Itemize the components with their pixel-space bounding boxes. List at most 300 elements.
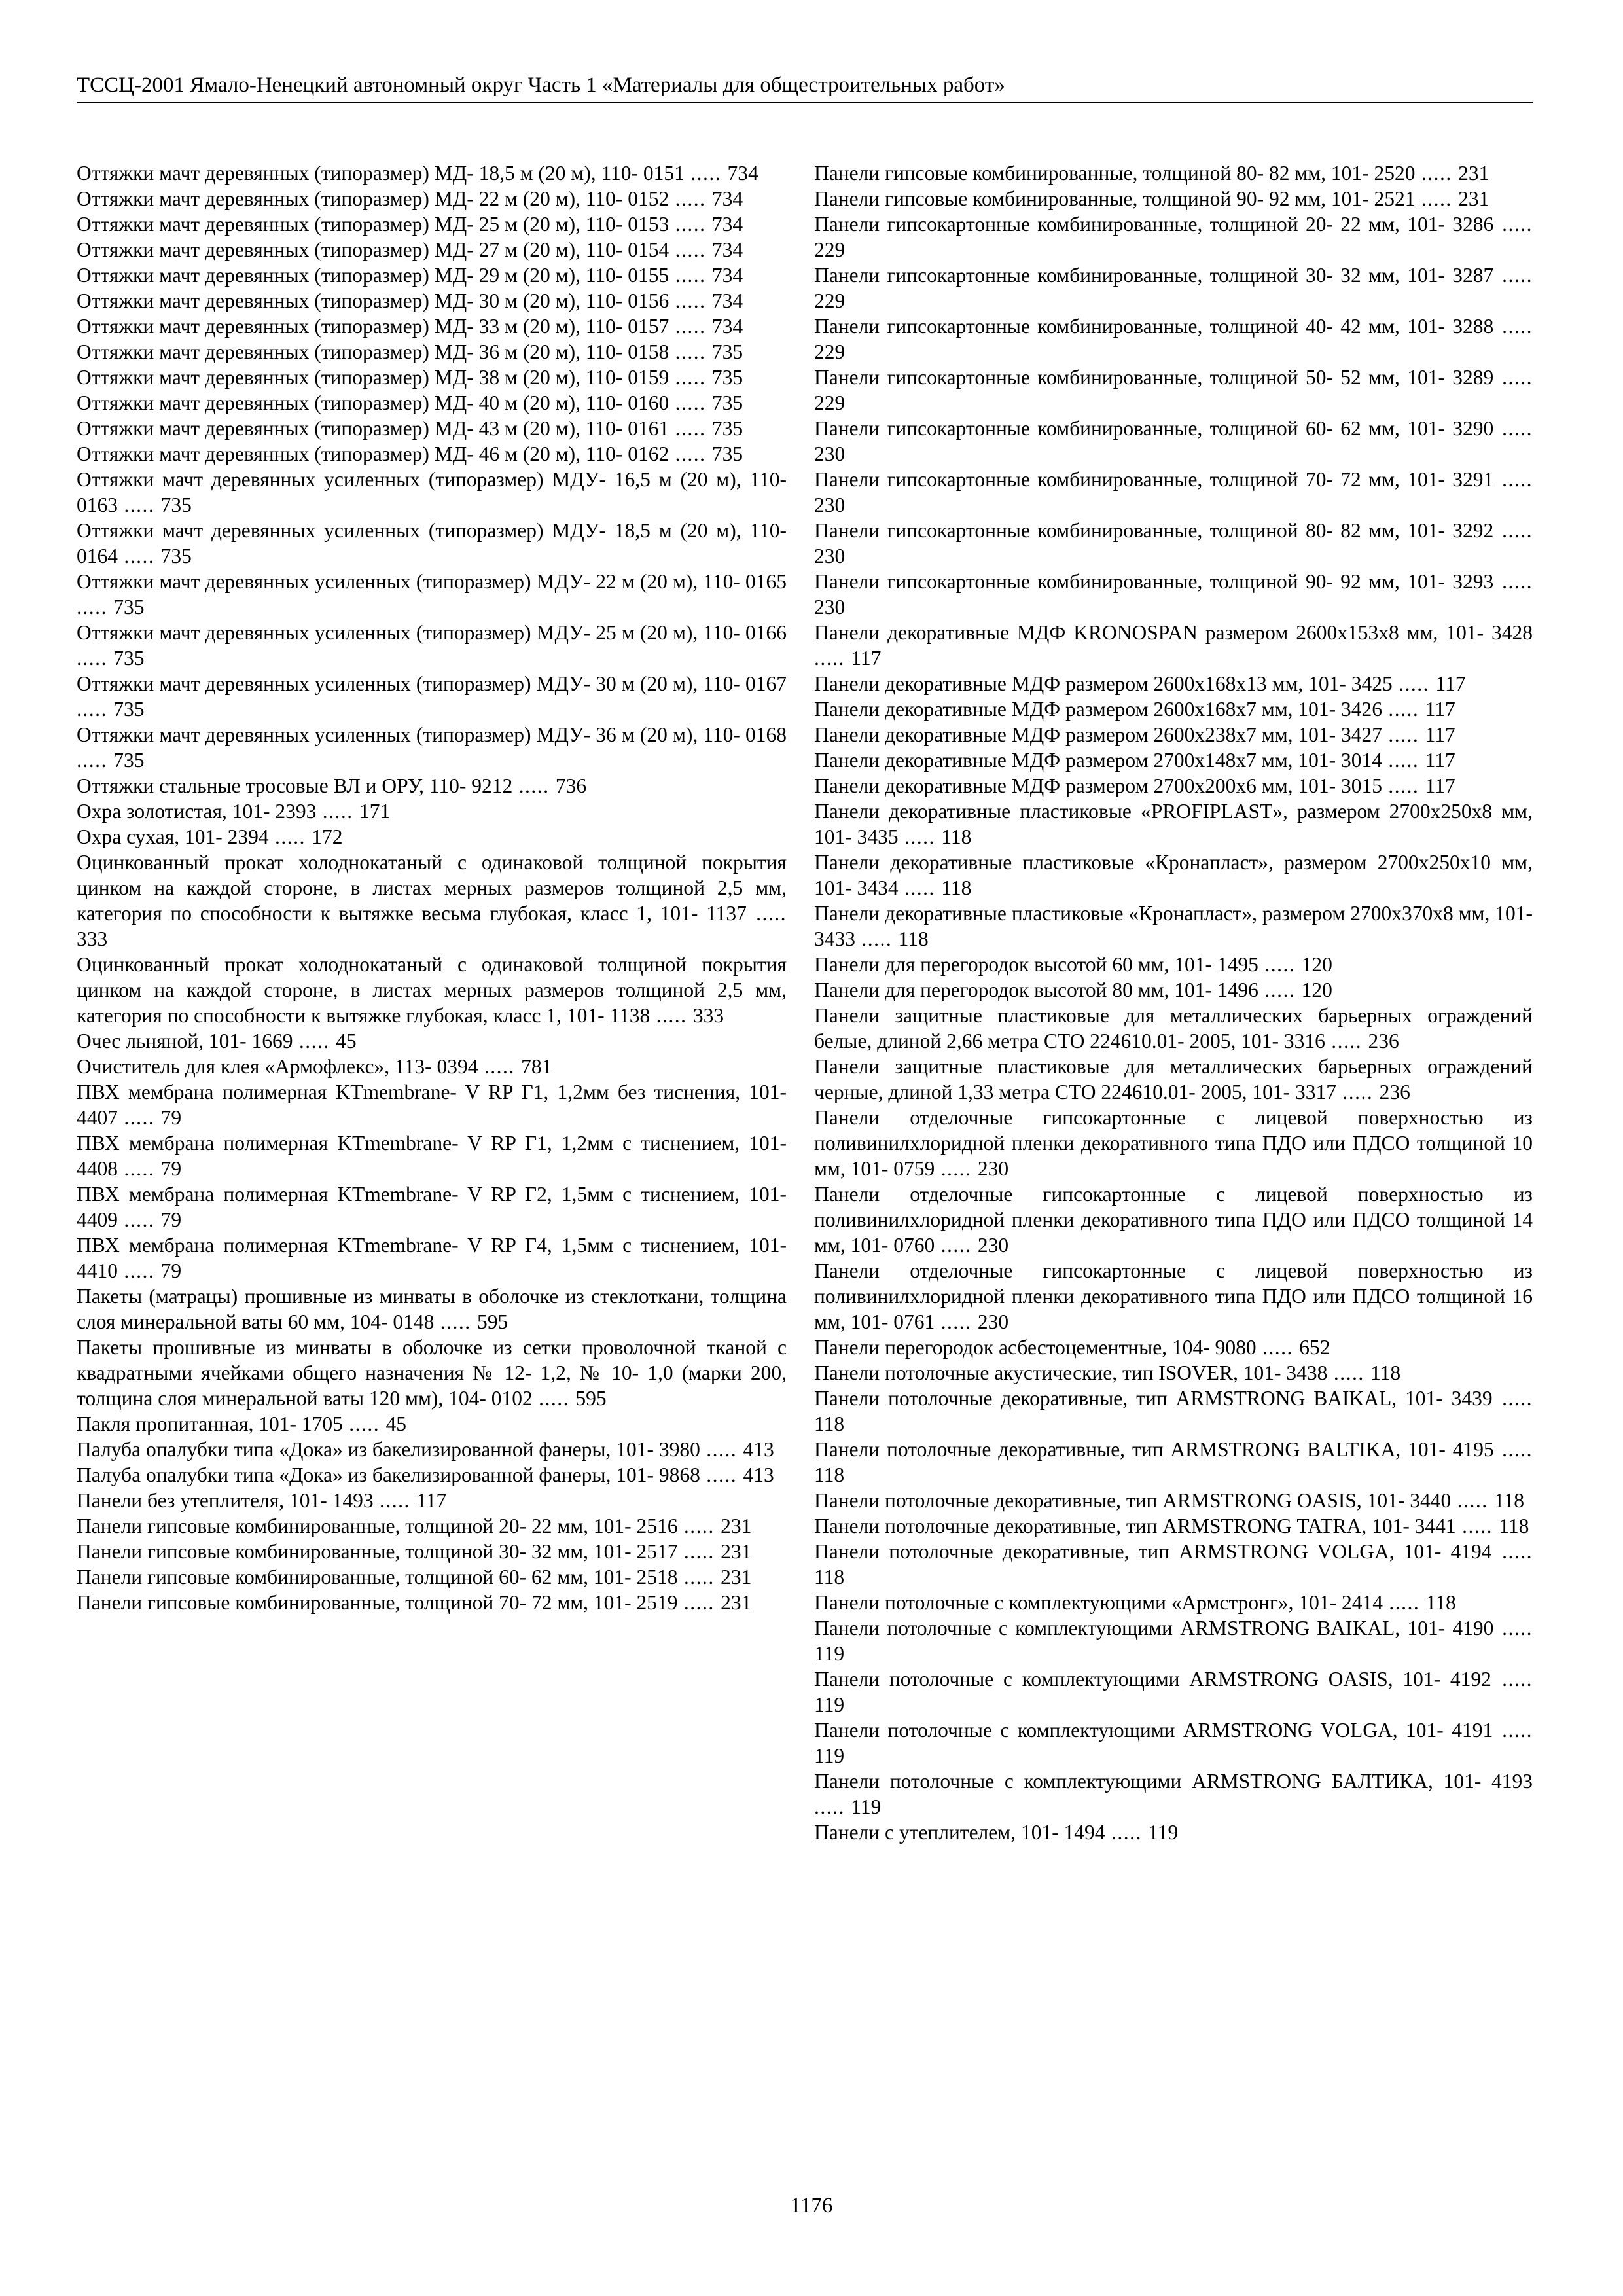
index-entry <box>814 1590 1533 1615</box>
index-entry-page: 734 <box>711 213 743 236</box>
dot-leader: ..... <box>669 340 712 363</box>
dot-leader: ..... <box>677 1515 721 1537</box>
index-entry-text: Панели защитные пластиковые для металлических барьерных ограждений черные, длиной 1,33 метра СТО 224610.01- 2005, 101- 3317 <box>814 1055 1533 1103</box>
index-entry <box>814 1615 1533 1666</box>
index-entry-page: 734 <box>727 162 758 185</box>
index-entry-page: 230 <box>977 1310 1009 1333</box>
index-entry <box>814 798 1533 850</box>
dot-leader: ..... <box>935 1234 978 1257</box>
index-entry-page: 79 <box>160 1259 182 1282</box>
index-entry <box>77 1028 787 1054</box>
index-entry-text: Панели гипсовые комбинированные, толщиной 70- 72 мм, 101- 2519 <box>77 1591 678 1614</box>
index-entry-page: 231 <box>721 1566 752 1588</box>
index-entry-text: Панели для перегородок высотой 80 мм, 101- 1496 <box>814 978 1258 1001</box>
dot-leader: ..... <box>1493 1438 1533 1461</box>
index-entry-text: Оттяжки мачт деревянных усиленных (типоразмер) МДУ- 18,5 м (20 м), 110- 0164 <box>77 519 787 567</box>
index-entry-text: Палуба опалубки типа «Дока» из бакелизированной фанеры, 101- 9868 <box>77 1463 700 1486</box>
index-entry-page: 118 <box>1493 1489 1525 1512</box>
index-entry <box>814 850 1533 901</box>
index-entry <box>814 722 1533 747</box>
index-entry-page: 231 <box>721 1515 752 1537</box>
dot-leader: ..... <box>1382 723 1425 746</box>
index-entry-page: 236 <box>1379 1081 1410 1103</box>
dot-leader: ..... <box>77 596 114 619</box>
index-entry <box>814 186 1533 211</box>
index-entry-text: Панели декоративные МДФ KRONOSPAN размером 2600х153х8 мм, 101- 3428 <box>814 621 1533 644</box>
index-entry-page: 735 <box>113 749 145 772</box>
index-entry <box>814 1437 1533 1488</box>
index-entry <box>814 620 1533 671</box>
index-entry <box>814 773 1533 798</box>
index-entry <box>77 518 787 569</box>
dot-leader: ..... <box>898 825 942 848</box>
index-entry <box>814 1003 1533 1054</box>
index-entry-text: Оттяжки мачт деревянных (типоразмер) МД- 40 м (20 м), 110- 0160 <box>77 391 669 414</box>
index-entry-text: ПВХ мембрана полимерная KTmembrane- V RP Г1, 1,2мм без тиснения, 101- 4407 <box>77 1081 787 1129</box>
dot-leader: ..... <box>898 876 942 899</box>
dot-leader: ..... <box>512 774 556 797</box>
index-entry <box>814 211 1533 262</box>
dot-leader: ..... <box>684 162 728 185</box>
dot-leader: ..... <box>669 187 712 210</box>
index-entry-text: Панели декоративные пластиковые «Кронапласт», размером 2700х250х10 мм, 101- 3434 <box>814 851 1533 899</box>
index-entry-page: 735 <box>113 647 145 670</box>
index-entry-page: 117 <box>1425 774 1455 797</box>
index-entry <box>814 262 1533 314</box>
index-entry-text: Панели гипсокартонные комбинированные, толщиной 70- 72 мм, 101- 3291 <box>814 468 1494 491</box>
index-entry-text: Панели перегородок асбестоцементные, 104- 9080 <box>814 1336 1257 1359</box>
index-entry <box>77 1564 787 1590</box>
index-entry-page: 231 <box>721 1540 752 1563</box>
index-entry <box>814 1768 1533 1820</box>
index-entry-page: 118 <box>941 876 972 899</box>
dot-leader: ..... <box>669 391 712 414</box>
index-entry <box>77 160 787 186</box>
dot-leader: ..... <box>118 1259 161 1282</box>
index-entry <box>814 569 1533 620</box>
index-entry-page: 236 <box>1368 1030 1399 1052</box>
dot-leader: ..... <box>669 442 712 465</box>
index-entry-page: 119 <box>1148 1821 1179 1844</box>
index-entry-page: 45 <box>336 1030 357 1052</box>
dot-leader: ..... <box>1383 1591 1426 1614</box>
index-entry-text: Панели потолочные с комплектующими «Армстронг», 101- 2414 <box>814 1591 1383 1614</box>
index-entry-page: 79 <box>160 1106 182 1129</box>
index-entry-page: 120 <box>1301 978 1332 1001</box>
index-entry-page: 231 <box>1458 187 1489 210</box>
index-entry-page: 230 <box>977 1157 1009 1180</box>
index-entry <box>77 1590 787 1615</box>
dot-leader: ..... <box>650 1004 693 1027</box>
dot-leader: ..... <box>669 289 712 312</box>
index-entry-page: 117 <box>1425 723 1455 746</box>
dot-leader: ..... <box>677 1540 721 1563</box>
index-entry-page: 595 <box>575 1387 607 1410</box>
index-entry-page: 413 <box>743 1438 774 1461</box>
dot-leader: ..... <box>669 417 712 440</box>
dot-leader: ..... <box>1105 1821 1149 1844</box>
index-entry-page: 735 <box>160 493 192 516</box>
dot-leader: ..... <box>1256 1336 1300 1359</box>
index-entry-text: Очиститель для клея «Армофлекс», 113- 0394 <box>77 1055 478 1078</box>
index-entry <box>814 1717 1533 1768</box>
index-entry <box>814 416 1533 467</box>
index-entry-page: 118 <box>898 927 929 950</box>
index-entry-page: 652 <box>1299 1336 1330 1359</box>
index-entry-page: 117 <box>1425 698 1455 721</box>
index-entry-page: 118 <box>941 825 972 848</box>
index-entry <box>77 339 787 365</box>
index-entry <box>77 365 787 390</box>
index-entry <box>814 671 1533 696</box>
index-entry-page: 781 <box>521 1055 552 1078</box>
dot-leader: ..... <box>1258 953 1302 976</box>
index-entry-text: Панели декоративные пластиковые «Кронапласт», размером 2700х370х8 мм, 101- 3433 <box>814 902 1533 950</box>
index-entry <box>814 1488 1533 1513</box>
index-entry-text: Оттяжки мачт деревянных (типоразмер) МД- 27 м (20 м), 110- 0154 <box>77 238 669 261</box>
dot-leader: ..... <box>478 1055 522 1078</box>
index-entry-page: 734 <box>711 238 743 261</box>
index-entry-text: Панели гипсокартонные комбинированные, толщиной 40- 42 мм, 101- 3288 <box>814 315 1494 338</box>
index-entry <box>814 977 1533 1003</box>
dot-leader: ..... <box>342 1412 386 1435</box>
index-entry-text: Панели потолочные с комплектующими ARMSTRONG БАЛТИКА, 101- 4193 <box>814 1770 1533 1793</box>
index-entry-text: Панели гипсовые комбинированные, толщиной 60- 62 мм, 101- 2518 <box>77 1566 678 1588</box>
index-entry-text: Оттяжки мачт деревянных (типоразмер) МД- 36 м (20 м), 110- 0158 <box>77 340 669 363</box>
index-entry-page: 229 <box>814 238 846 261</box>
index-entry-page: 734 <box>711 264 743 287</box>
index-entry-text: Оттяжки мачт деревянных (типоразмер) МД- 33 м (20 м), 110- 0157 <box>77 315 669 338</box>
index-entry-text: Оттяжки мачт деревянных усиленных (типоразмер) МДУ- 25 м (20 м), 110- 0166 <box>77 621 787 644</box>
index-entry-page: 120 <box>1301 953 1332 976</box>
dot-leader: ..... <box>669 315 712 338</box>
index-entry-page: 595 <box>476 1310 508 1333</box>
index-entry <box>814 952 1533 977</box>
dot-leader: ..... <box>935 1157 978 1180</box>
index-entry-text: Оттяжки мачт деревянных (типоразмер) МД- 38 м (20 м), 110- 0159 <box>77 366 669 389</box>
index-entry-text: ПВХ мембрана полимерная KTmembrane- V RP Г1, 1,2мм с тиснением, 101- 4408 <box>77 1132 787 1180</box>
dot-leader: ..... <box>677 1591 721 1614</box>
dot-leader: ..... <box>77 698 114 721</box>
index-entry-page: 119 <box>814 1744 845 1767</box>
index-entry <box>814 518 1533 569</box>
dot-leader: ..... <box>1382 774 1425 797</box>
dot-leader: ..... <box>1493 468 1533 491</box>
dot-leader: ..... <box>268 825 312 848</box>
index-entry-page: 735 <box>711 417 743 440</box>
index-entry <box>814 747 1533 773</box>
index-entry-text: Панели защитные пластиковые для металлических барьерных ограждений белые, длиной 2,66 метра СТО 224610.01- 2005, 101- 3316 <box>814 1004 1533 1052</box>
index-entry-page: 119 <box>814 1693 845 1716</box>
dot-leader: ..... <box>118 545 161 567</box>
index-entry <box>77 1437 787 1462</box>
index-entry-page: 118 <box>1425 1591 1456 1614</box>
index-entry <box>77 850 787 952</box>
dot-leader: ..... <box>814 1795 851 1818</box>
index-entry-text: Оттяжки мачт деревянных (типоразмер) МД- 29 м (20 м), 110- 0155 <box>77 264 669 287</box>
index-entry-page: 230 <box>814 545 846 567</box>
dot-leader: ..... <box>669 264 712 287</box>
index-entry <box>814 696 1533 722</box>
index-entry <box>77 1181 787 1232</box>
index-entry-text: Панели гипсовые комбинированные, толщиной 20- 22 мм, 101- 2516 <box>77 1515 678 1537</box>
dot-leader: ..... <box>1492 1387 1533 1410</box>
index-entry <box>77 569 787 620</box>
dot-leader: ..... <box>1493 519 1533 542</box>
index-entry-text: Панели декоративные МДФ размером 2700х200х6 мм, 101- 3015 <box>814 774 1382 797</box>
index-entry-text: Оттяжки мачт деревянных усиленных (типоразмер) МДУ- 22 м (20 м), 110- 0165 <box>77 570 787 593</box>
index-entry-text: Панели гипсовые комбинированные, толщиной 80- 82 мм, 101- 2520 <box>814 162 1416 185</box>
index-entry <box>77 416 787 441</box>
index-entry-text: Оцинкованный прокат холоднокатаный с одинаковой толщиной покрытия цинком на каждой стороне, в листах мерных размеров толщиной 2,5 мм, категория по способности к вытяжке глубокая, класс 1, 101- 1138 <box>77 953 787 1027</box>
index-entry-text: Панели декоративные МДФ размером 2600х238х7 мм, 101- 3427 <box>814 723 1382 746</box>
index-entry-text: Панели потолочные с комплектующими ARMSTRONG VOLGA, 101- 4191 <box>814 1719 1493 1742</box>
index-entry <box>77 1283 787 1335</box>
index-entry-text: Панели потолочные декоративные, тип ARMSTRONG VOLGA, 101- 4194 <box>814 1540 1492 1563</box>
index-entry <box>814 1666 1533 1717</box>
index-entry-page: 118 <box>814 1463 845 1486</box>
index-entry-text: Панели гипсокартонные комбинированные, толщиной 60- 62 мм, 101- 3290 <box>814 417 1494 440</box>
index-entry <box>77 1054 787 1079</box>
dot-leader: ..... <box>118 1208 161 1231</box>
index-entry-text: Оттяжки мачт деревянных (типоразмер) МД- 25 м (20 м), 110- 0153 <box>77 213 669 236</box>
index-entry-text: Оттяжки мачт деревянных (типоразмер) МД- 46 м (20 м), 110- 0162 <box>77 442 669 465</box>
dot-leader: ..... <box>746 902 787 925</box>
index-entry-page: 117 <box>1425 749 1455 772</box>
index-entry-text: Панели гипсокартонные комбинированные, толщиной 90- 92 мм, 101- 3293 <box>814 570 1494 593</box>
dot-leader: ..... <box>77 749 114 772</box>
dot-leader: ..... <box>1493 417 1533 440</box>
index-entry-text: Панели потолочные декоративные, тип ARMSTRONG BALTIKA, 101- 4195 <box>814 1438 1494 1461</box>
dot-leader: ..... <box>293 1030 336 1052</box>
dot-leader: ..... <box>1258 978 1302 1001</box>
index-entry-page: 117 <box>851 647 882 670</box>
index-entry-page: 172 <box>312 825 343 848</box>
index-entry-page: 735 <box>113 698 145 721</box>
index-entry-page: 118 <box>1370 1361 1401 1384</box>
index-entry-text: Оцинкованный прокат холоднокатаный с одинаковой толщиной покрытия цинком на каждой стороне, в листах мерных размеров толщиной 2,5 мм, категория по способности к вытяжке весьма глубокая, класс 1, 101- 1137 <box>77 851 787 925</box>
index-entry <box>77 722 787 773</box>
dot-leader: ..... <box>677 1566 721 1588</box>
index-entry-page: 117 <box>1435 672 1466 695</box>
dot-leader: ..... <box>814 647 851 670</box>
dot-leader: ..... <box>669 366 712 389</box>
index-entry <box>77 1513 787 1539</box>
index-entry <box>77 1411 787 1437</box>
index-entry-text: Оттяжки мачт деревянных усиленных (типоразмер) МДУ- 30 м (20 м), 110- 0167 <box>77 672 787 695</box>
index-entry <box>77 1335 787 1411</box>
index-entry-page: 118 <box>1499 1515 1529 1537</box>
index-entry-page: 45 <box>385 1412 406 1435</box>
index-entry <box>77 1232 787 1283</box>
dot-leader: ..... <box>700 1438 743 1461</box>
index-entry <box>77 314 787 339</box>
index-entry <box>77 237 787 262</box>
index-entry-page: 734 <box>711 315 743 338</box>
dot-leader: ..... <box>1382 698 1425 721</box>
index-entry-page: 117 <box>416 1489 447 1512</box>
dot-leader: ..... <box>700 1463 743 1486</box>
index-entry <box>77 952 787 1028</box>
index-entry <box>814 901 1533 952</box>
index-entry <box>77 186 787 211</box>
dot-leader: ..... <box>118 1106 161 1129</box>
index-entry-text: Панели потолочные декоративные, тип ARMSTRONG BAIKAL, 101- 3439 <box>814 1387 1493 1410</box>
dot-leader: ..... <box>1493 315 1533 338</box>
index-entry <box>77 1079 787 1130</box>
dot-leader: ..... <box>1336 1081 1380 1103</box>
index-entry-text: Оттяжки мачт деревянных (типоразмер) МД- 18,5 м (20 м), 110- 0151 <box>77 162 685 185</box>
index-entry-page: 230 <box>977 1234 1009 1257</box>
index-entry-text: Оттяжки мачт деревянных (типоразмер) МД- 22 м (20 м), 110- 0152 <box>77 187 669 210</box>
dot-leader: ..... <box>669 213 712 236</box>
dot-leader: ..... <box>118 493 161 516</box>
dot-leader: ..... <box>1415 187 1459 210</box>
index-entry <box>77 441 787 467</box>
dot-leader: ..... <box>1493 213 1533 236</box>
index-entry-text: ПВХ мембрана полимерная KTmembrane- V RP Г2, 1,5мм с тиснением, 101- 4409 <box>77 1183 787 1231</box>
dot-leader: ..... <box>1491 1540 1533 1563</box>
dot-leader: ..... <box>77 647 114 670</box>
dot-leader: ..... <box>1325 1030 1368 1052</box>
index-entry-page: 413 <box>743 1463 774 1486</box>
index-entry <box>77 671 787 722</box>
index-column-right <box>814 160 1533 1845</box>
index-entry-text: Панели потолочные с комплектующими ARMSTRONG BAIKAL, 101- 4190 <box>814 1617 1494 1640</box>
index-entry <box>814 365 1533 416</box>
index-entry-text: Панели для перегородок высотой 60 мм, 101- 1495 <box>814 953 1258 976</box>
dot-leader: ..... <box>1491 1668 1533 1691</box>
index-entry <box>814 314 1533 365</box>
dot-leader: ..... <box>669 238 712 261</box>
index-entry-text: Пакеты (матрацы) прошивные из минваты в оболочке из стеклоткани, толщина слоя минеральной ваты 60 мм, 104- 0148 <box>77 1285 787 1333</box>
index-entry <box>814 1054 1533 1105</box>
index-entry <box>77 773 787 798</box>
index-entry-page: 118 <box>814 1566 845 1588</box>
index-entry <box>814 1105 1533 1181</box>
index-entry-text: Панели гипсовые комбинированные, толщиной 90- 92 мм, 101- 2521 <box>814 187 1416 210</box>
index-entry-page: 79 <box>160 1157 182 1180</box>
running-header: ТССЦ-2001 Ямало-Ненецкий автономный округ Часть 1 «Материалы для общестроительных работ» <box>77 72 1533 103</box>
index-entry-text: Панели гипсокартонные комбинированные, толщиной 50- 52 мм, 101- 3289 <box>814 366 1494 389</box>
dot-leader: ..... <box>1451 1489 1494 1512</box>
index-entry-text: Панели декоративные МДФ размером 2600х168х7 мм, 101- 3426 <box>814 698 1382 721</box>
index-entry-page: 735 <box>113 596 145 619</box>
index-entry <box>77 1130 787 1181</box>
index-entry-text: Панели гипсокартонные комбинированные, толщиной 80- 82 мм, 101- 3292 <box>814 519 1494 542</box>
dot-leader: ..... <box>1415 162 1459 185</box>
index-column-left <box>77 160 787 1615</box>
index-entry <box>77 1462 787 1488</box>
index-entry-text: Панели гипсовые комбинированные, толщиной 30- 32 мм, 101- 2517 <box>77 1540 678 1563</box>
index-entry-text: Оттяжки мачт деревянных усиленных (типоразмер) МДУ- 16,5 м (20 м), 110- 0163 <box>77 468 787 516</box>
index-entry-text: Панели потолочные с комплектующими ARMSTRONG OASIS, 101- 4192 <box>814 1668 1491 1691</box>
index-entry-page: 736 <box>555 774 587 797</box>
index-entry-page: 734 <box>711 187 743 210</box>
index-entry <box>814 1513 1533 1539</box>
index-entry-text: Панели с утеплителем, 101- 1494 <box>814 1821 1105 1844</box>
index-entry <box>77 262 787 288</box>
index-entry-text: Панели декоративные МДФ размером 2600х168х13 мм, 101- 3425 <box>814 672 1393 695</box>
index-entry-text: Панели потолочные декоративные, тип ARMSTRONG OASIS, 101- 3440 <box>814 1489 1452 1512</box>
index-entry-page: 735 <box>711 340 743 363</box>
index-entry-text: Охра золотистая, 101- 2393 <box>77 800 317 823</box>
index-entry-text: ПВХ мембрана полимерная KTmembrane- V RP Г4, 1,5мм с тиснением, 101- 4410 <box>77 1234 787 1282</box>
index-entry <box>814 1258 1533 1335</box>
dot-leader: ..... <box>1327 1361 1371 1384</box>
dot-leader: ..... <box>1382 749 1425 772</box>
index-entry <box>77 1488 787 1513</box>
index-entry-text: Панели отделочные гипсокартонные с лицевой поверхностью из поливинилхлоридной пленки декоративного типа ПДО или ПДСО толщиной 14 мм, 101- 0760 <box>814 1183 1533 1257</box>
index-entry <box>814 1539 1533 1590</box>
index-entry-text: Панели потолочные акустические, тип ISOVER, 101- 3438 <box>814 1361 1328 1384</box>
index-entry <box>77 211 787 237</box>
index-entry <box>77 620 787 671</box>
index-entry-text: Панели декоративные МДФ размером 2700х148х7 мм, 101- 3014 <box>814 749 1382 772</box>
index-entry-page: 171 <box>359 800 391 823</box>
index-entry-page: 231 <box>721 1591 752 1614</box>
dot-leader: ..... <box>1493 366 1533 389</box>
index-entry-page: 230 <box>814 596 846 619</box>
index-entry <box>77 798 787 824</box>
dot-leader: ..... <box>532 1387 576 1410</box>
index-entry-page: 735 <box>711 442 743 465</box>
index-entry <box>77 390 787 416</box>
index-entry <box>814 1386 1533 1437</box>
index-entry <box>814 1360 1533 1386</box>
index-entry-page: 333 <box>692 1004 724 1027</box>
index-entry <box>814 1335 1533 1360</box>
index-entry-text: Панели отделочные гипсокартонные с лицевой поверхностью из поливинилхлоридной пленки декоративного типа ПДО или ПДСО толщиной 10 мм, 101- 0759 <box>814 1106 1533 1180</box>
dot-leader: ..... <box>1493 264 1533 287</box>
index-entry-text: Панели потолочные декоративные, тип ARMSTRONG TATRA, 101- 3441 <box>814 1515 1456 1537</box>
index-entry-text: Панели отделочные гипсокартонные с лицевой поверхностью из поливинилхлоридной пленки декоративного типа ПДО или ПДСО толщиной 16 мм, 101- 0761 <box>814 1259 1533 1333</box>
dot-leader: ..... <box>1392 672 1436 695</box>
index-entry <box>77 1539 787 1564</box>
index-entry-text: Очес льняной, 101- 1669 <box>77 1030 293 1052</box>
index-entry-page: 230 <box>814 493 846 516</box>
dot-leader: ..... <box>935 1310 978 1333</box>
index-entry-page: 119 <box>851 1795 882 1818</box>
index-entry <box>814 1181 1533 1258</box>
page-number: 1176 <box>790 2194 833 2217</box>
index-entry-page: 734 <box>711 289 743 312</box>
index-entry-text: Оттяжки стальные тросовые ВЛ и ОРУ, 110- 9212 <box>77 774 513 797</box>
index-entry-text: Панели без утеплителя, 101- 1493 <box>77 1489 374 1512</box>
dot-leader: ..... <box>373 1489 417 1512</box>
index-entry <box>814 160 1533 186</box>
index-entry-page: 118 <box>814 1412 845 1435</box>
index-entry-page: 229 <box>814 289 846 312</box>
index-entry-page: 735 <box>711 391 743 414</box>
index-entry-text: Оттяжки мачт деревянных (типоразмер) МД- 43 м (20 м), 110- 0161 <box>77 417 669 440</box>
index-entry-page: 231 <box>1458 162 1489 185</box>
index-entry-text: Охра сухая, 101- 2394 <box>77 825 269 848</box>
dot-leader: ..... <box>434 1310 477 1333</box>
index-entry-text: Панели гипсокартонные комбинированные, толщиной 30- 32 мм, 101- 3287 <box>814 264 1494 287</box>
dot-leader: ..... <box>1455 1515 1499 1537</box>
index-entry-page: 735 <box>160 545 192 567</box>
index-entry-text: Оттяжки мачт деревянных усиленных (типоразмер) МДУ- 36 м (20 м), 110- 0168 <box>77 723 787 746</box>
dot-leader: ..... <box>855 927 899 950</box>
index-entry-text: Палуба опалубки типа «Дока» из бакелизированной фанеры, 101- 3980 <box>77 1438 700 1461</box>
dot-leader: ..... <box>1493 1617 1533 1640</box>
index-entry-page: 119 <box>814 1642 845 1665</box>
index-entry-page: 229 <box>814 340 846 363</box>
index-entry-text: Пакля пропитанная, 101- 1705 <box>77 1412 343 1435</box>
index-entry <box>814 1820 1533 1845</box>
index-entry-text: Панели гипсокартонные комбинированные, толщиной 20- 22 мм, 101- 3286 <box>814 213 1494 236</box>
